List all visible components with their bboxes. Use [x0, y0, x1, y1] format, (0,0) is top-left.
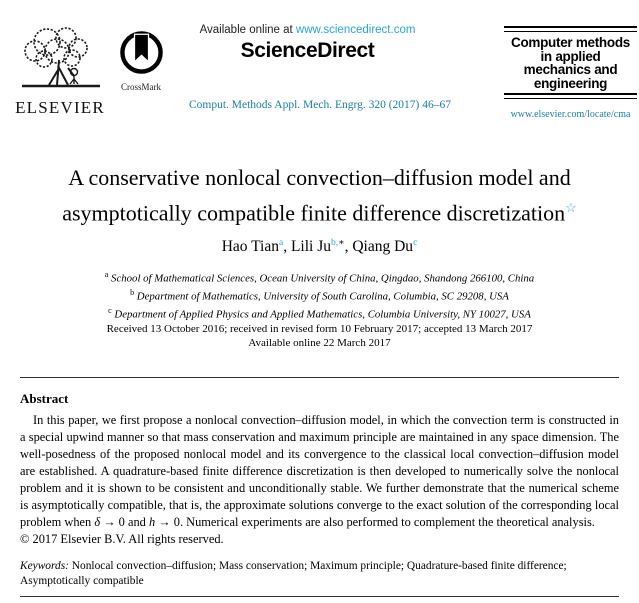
math-delta: δ	[94, 515, 101, 529]
math-h: h	[148, 515, 156, 529]
available-online-date: Available online 22 March 2017	[248, 337, 391, 349]
affiliation: $^a$ School of Mathematical Sciences, Ocean University of China, Qingdao, Shandong 266100, China	[104, 270, 535, 285]
journal-title-box	[504, 26, 637, 99]
affiliation: $^b$ Department of Mathematics, University of South Carolina, Columbia, SC 29208, USA	[130, 288, 509, 303]
journal-citation: Comput. Methods Appl. Mech. Engrg. 320 (2017) 46–67	[188, 99, 452, 111]
journal-homepage-link[interactable]: www.elsevier.com/locate/cma	[510, 109, 631, 120]
keywords-label: Keywords:	[20, 560, 69, 572]
author: Hao Tian$^a$	[221, 238, 284, 256]
abstract-text: In this paper, we first propose a nonlocal convection–diffusion model, in which the convection term is constructed in a special upwind manner so that mass conservation and maximum principle are maintained in any space dimension. The well-posedness of the proposed nonlocal model and its convergence to the classical local convection–diffusion model are established. A quadrature-based finite difference discretization is then developed to numerically solve the nonlocal problem and it is shown to be consistent and unconditionally stable. We further demonstrate that the numerical scheme is asymptotically compatible, that is, the approximate solutions converge to the exact solution of the corresponding local problem when δ → 0 and h → 0. Numerical experiments are also performed to complement the theoretical analysis. © 2017 Elsevier B.V. All rights reserved.	[20, 413, 619, 546]
elsevier-tree-icon	[14, 79, 106, 96]
article-title	[20, 163, 619, 228]
keywords-text: Nonlocal convection–diffusion; Mass conservation; Maximum principle; Quadrature-based finite difference; Asymptotically compatible	[20, 560, 567, 587]
keywords-block	[20, 559, 619, 588]
abstract-top-rule	[20, 377, 619, 378]
journal-box-line: in applied	[540, 48, 601, 64]
abstract-heading: Abstract	[20, 391, 69, 406]
title-footnote-star[interactable]: ☆	[565, 200, 577, 215]
journal-box-line: engineering	[533, 75, 608, 91]
author-affil-sup[interactable]: b,	[331, 238, 339, 248]
elsevier-wordmark: ELSEVIER	[15, 98, 105, 117]
author-line: Hao Tian$^a$, Lili $Ju^{b,∗}$, Qiang Du$^c$	[221, 238, 418, 256]
author-affil-sup[interactable]: a	[279, 238, 284, 248]
crossmark-icon[interactable]	[119, 62, 164, 79]
journal-box-line: Computer methods	[511, 35, 630, 50]
article-title-line1: A conservative nonlocal convection–diffusion model and	[68, 165, 571, 190]
footer-rule	[20, 596, 619, 597]
sciencedirect-link[interactable]: www.sciencedirect.com	[295, 24, 416, 36]
journal-box-line: mechanics and	[523, 62, 618, 77]
affiliations	[20, 268, 619, 322]
available-online-text: Available online at	[199, 24, 296, 36]
crossmark-badge[interactable]	[112, 30, 170, 92]
sciencedirect-wordmark: ScienceDirect	[240, 39, 375, 62]
author: Qiang Du$^c$	[352, 238, 418, 256]
article-title-line2: asymptotically compatible finite difference discretization	[62, 200, 566, 226]
received-dates: Received 13 October 2016; received in revised form 10 February 2017; accepted 13 March 2017	[106, 323, 533, 335]
crossmark-label: CrossMark	[121, 82, 161, 92]
article-history	[20, 322, 619, 350]
sciencedirect-block	[165, 24, 450, 63]
author-affil-sup[interactable]: c	[413, 238, 418, 248]
author: Lili $Ju^{b,∗}$	[290, 238, 345, 256]
elsevier-logo	[8, 26, 112, 118]
copyright-line: © 2017 Elsevier B.V. All rights reserved.	[20, 532, 224, 546]
affiliation: $^c$ Department of Applied Physics and Applied Mathematics, Columbia University, NY 10027, USA	[108, 306, 531, 321]
corresponding-author-mark[interactable]: ∗	[338, 238, 345, 248]
journal-box-bottom-rule	[504, 93, 637, 99]
